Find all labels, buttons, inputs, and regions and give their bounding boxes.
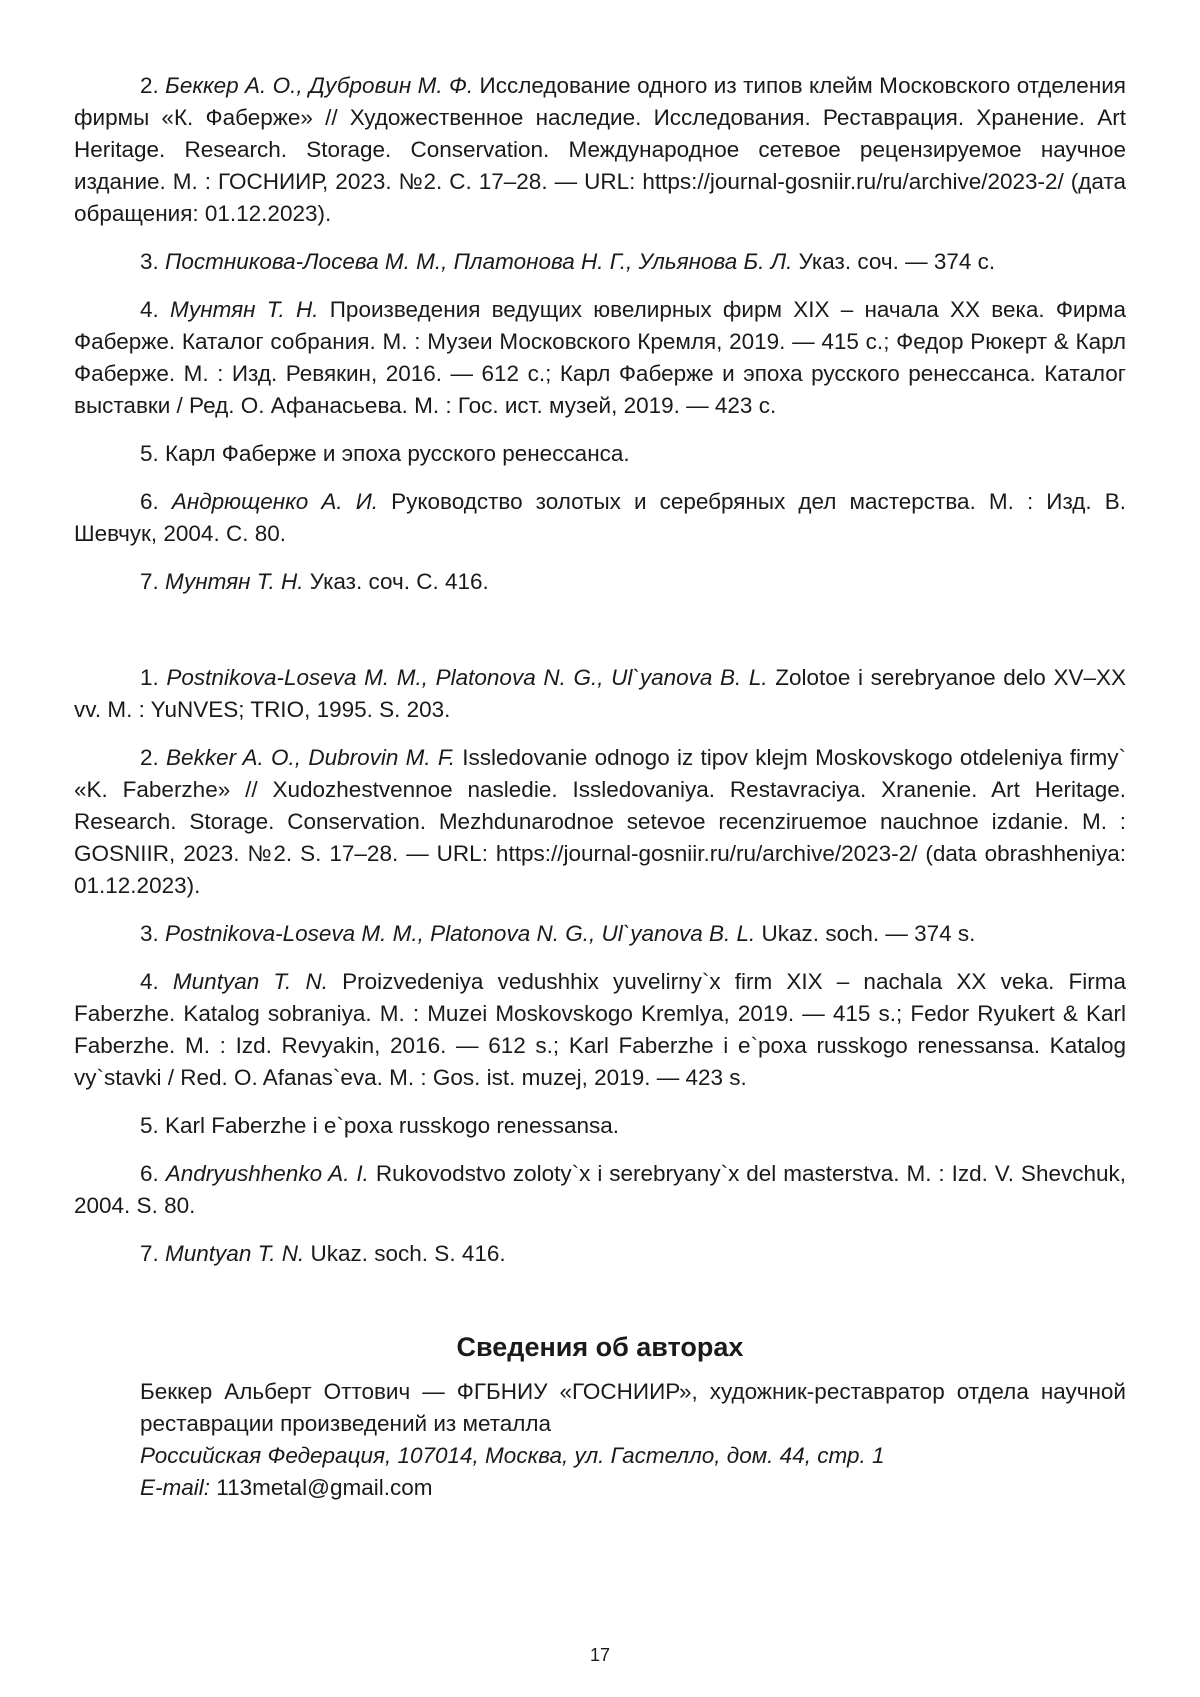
reference-text: Ukaz. soch. S. 416.: [304, 1241, 506, 1266]
reference-item: [74, 486, 1126, 550]
reference-number: 7.: [140, 1241, 159, 1266]
reference-authors: Беккер А. О., Дубровин М. Ф.: [165, 73, 474, 98]
authors-section-title: Сведения об авторах: [456, 1332, 744, 1362]
reference-authors: Мунтян Т. Н.: [165, 569, 304, 594]
email-value: 113metal@gmail.com: [210, 1475, 433, 1500]
author-address: Российская Федерация, 107014, Москва, ул. Гастелло, дом. 44, стр. 1: [140, 1443, 885, 1468]
reference-item: [74, 662, 1126, 726]
reference-authors: Postnikova-Loseva M. M., Platonova N. G., Ul`yanova B. L.: [165, 921, 756, 946]
reference-number: 2.: [140, 73, 159, 98]
reference-authors: Postnikova-Loseva M. M., Platonova N. G., Ul`yanova B. L.: [166, 665, 768, 690]
reference-number: 6.: [140, 1161, 159, 1186]
reference-item: [74, 918, 1126, 950]
section-spacer: [74, 614, 1126, 662]
reference-text: Issledovanie odnogo iz tipov klejm Moskovskogo otdeleniya firmy` «K. Faberzhe» // Xudozhestvennoe nasledie. Issledovaniya. Restavraciya. Xranenie. Art Heritage. Research. Storage. Conservation. Mezhdunarodnoe setevoe recenziruemoe nauchnoe izdanie. M. : GOSNIIR, 2023. №2. S. 17–28. — URL: https://journal-gosniir.ru/ru/archive/2023-2/ (data obrashheniya: 01.12.2023).: [74, 745, 1126, 898]
reference-authors: Постникова-Лосева М. М., Платонова Н. Г., Ульянова Б. Л.: [165, 249, 793, 274]
reference-number: 5.: [140, 441, 159, 466]
reference-item: [74, 294, 1126, 422]
reference-text: Указ. соч. С. 416.: [303, 569, 489, 594]
reference-number: 2.: [140, 745, 159, 770]
reference-number: 6.: [140, 489, 159, 514]
reference-item: [74, 566, 1126, 598]
reference-text: Указ. соч. — 374 с.: [792, 249, 996, 274]
reference-authors: Мунтян Т. Н.: [170, 297, 319, 322]
authors-info: [74, 1376, 1126, 1504]
reference-text: Proizvedeniya vedushhix yuvelirny`x firm XIX – nachala XX veka. Firma Faberzhe. Katalog sobraniya. M. : Muzei Moskovskogo Kremlya, 2019. — 415 s.; Fedor Ryukert & Karl Faberzhe. M. : Izd. Revyakin, 2016. — 612 s.; Karl Faberzhe i e`poxa russkogo renessansa. Katalog vy`stavki / Red. O. Afanas`eva. M. : Gos. ist. muzej, 2019. — 423 s.: [74, 969, 1126, 1090]
reference-item: [74, 742, 1126, 902]
reference-number: 4.: [140, 297, 159, 322]
reference-number: 5.: [140, 1113, 159, 1138]
reference-text: Карл Фаберже и эпоха русского ренессанса.: [158, 441, 630, 466]
reference-text: Rukovodstvo zoloty`x i serebryany`x del masterstva. M. : Izd. V. Shevchuk, 2004. S. 80.: [74, 1161, 1126, 1218]
author-affiliation: Беккер Альберт Оттович — ФГБНИУ «ГОСНИИР», художник-реставратор отдела научной реставрации произведений из металла: [140, 1379, 1126, 1436]
reference-text: Руководство золотых и серебряных дел мастерства. М. : Изд. В. Шевчук, 2004. С. 80.: [74, 489, 1126, 546]
page-number: 17: [589, 1645, 611, 1665]
reference-item: [74, 1238, 1126, 1270]
reference-authors: Андрющенко А. И.: [171, 489, 379, 514]
reference-number: 3.: [140, 249, 159, 274]
reference-authors: Bekker A. O., Dubrovin M. F.: [166, 745, 455, 770]
reference-number: 7.: [140, 569, 159, 594]
email-label: E-mail:: [140, 1475, 211, 1500]
reference-item: [74, 1110, 1126, 1142]
author-email-line: [140, 1472, 1126, 1504]
reference-text: Ukaz. soch. — 374 s.: [755, 921, 976, 946]
references-en: [74, 662, 1126, 1270]
reference-item: [74, 246, 1126, 278]
reference-authors: Muntyan T. N.: [165, 1241, 305, 1266]
reference-authors: Andryushhenko A. I.: [165, 1161, 369, 1186]
reference-text: Zolotoe i serebryanoe delo XV–XX vv. M. : YuNVES; TRIO, 1995. S. 203.: [74, 665, 1126, 722]
reference-item: [74, 70, 1126, 230]
references-ru: [74, 70, 1126, 598]
reference-item: [74, 1158, 1126, 1222]
reference-item: [74, 438, 1126, 470]
reference-number: 1.: [140, 665, 159, 690]
reference-text: Произведения ведущих ювелирных фирм XIX – начала XX века. Фирма Фаберже. Каталог собрания. М. : Музеи Московского Кремля, 2019. — 415 с.; Федор Рюкерт & Карл Фаберже. М. : Изд. Ревякин, 2016. — 612 с.; Карл Фаберже и эпоха русского ренессанса. Каталог выставки / Ред. О. Афанасьева. М. : Гос. ист. музей, 2019. — 423 с.: [74, 297, 1126, 418]
reference-number: 4.: [140, 969, 159, 994]
reference-number: 3.: [140, 921, 159, 946]
reference-item: [74, 966, 1126, 1094]
reference-authors: Muntyan T. N.: [172, 969, 328, 994]
page-content: [74, 70, 1126, 1504]
reference-text: Исследование одного из типов клейм Московского отделения фирмы «К. Фаберже» // Художественное наследие. Исследования. Реставрация. Хранение. Art Heritage. Research. Storage. Conservation. Международное сетевое рецензируемое научное издание. М. : ГОСНИИР, 2023. №2. С. 17–28. — URL: https://journal-gosniir.ru/ru/archive/2023-2/ (дата обращения: 01.12.2023).: [74, 73, 1126, 226]
reference-text: Karl Faberzhe i e`poxa russkogo renessansa.: [158, 1113, 620, 1138]
